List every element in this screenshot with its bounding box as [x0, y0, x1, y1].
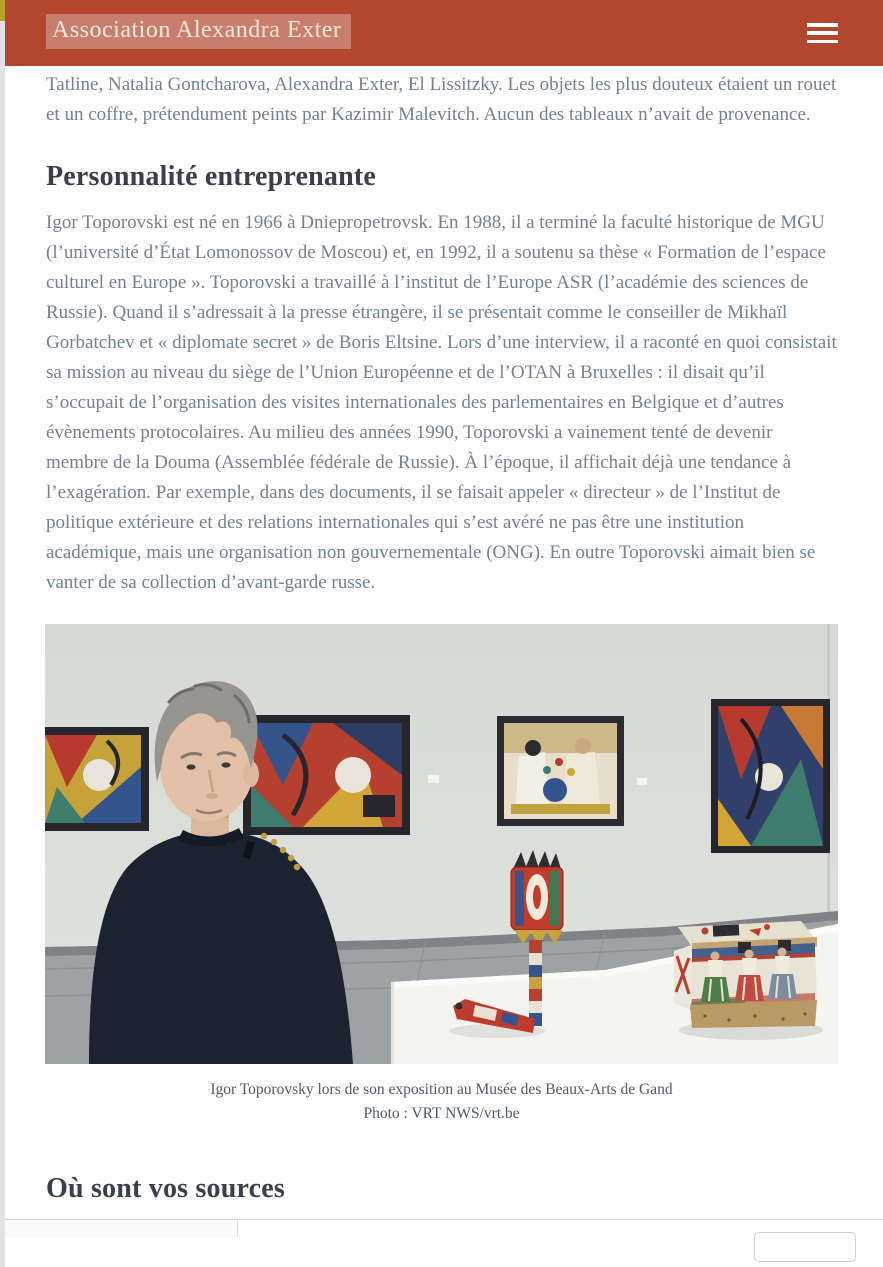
gallery-figure [45, 624, 838, 1126]
site-title-link[interactable]: Association Alexandra Exter [46, 14, 351, 49]
sources-search-box[interactable] [754, 1232, 856, 1262]
caption-line-1: Igor Toporovsky lors de son exposition au Musée des Beaux-Arts de Gand [210, 1081, 673, 1098]
caption-line-2: Photo : VRT NWS/vrt.be [363, 1105, 520, 1122]
section-heading-sources: Où sont vos sources [46, 1173, 285, 1204]
section-heading-personnalite: Personnalité entreprenante [46, 161, 377, 192]
intro-paragraph: Tatline, Natalia Gontcharova, Alexandra Exter, El Lissitzky. Les objets les plus douteux étaient un rouet et un coffre, prétendument peints par Kazimir Malevitch. Aucun des tableaux n’avait de provenance. [46, 74, 837, 125]
personnalite-paragraph: Igor Toporovski est né en 1966 à Dniepropetrovsk. En 1988, il a terminé la faculté historique de MGU (l’université d’État Lomonossov de Moscou) et, en 1992, il a soutenu sa thèse « Formation de l’espace culturel en Europe ». Toporovski a travaillé à l’institut de l’Europe ASR (l’académie des sciences de Russie). Quand il s’adressait à la presse étrangère, il se présentait comme le conseiller de Mikhaïl Gorbatchev et « diplomate secret » de Boris Eltsine. Lors d’une interview, il a raconté en quoi consistait sa mission au niveau du siège de l’Union Européenne et de l’OTAN à Bruxelles : il disait qu’il s’occupait de l’organisation des visites internationales des parlementaires en Belgique et d’autres évènements protocolaires. Au milieu des années 1990, Toporovski a vainement tenté de devenir membre de la Douma (Assemblée fédérale de Russie). À l’époque, il affichait déjà une tendance à l’exagération. Par exemple, dans des documents, il se faisait appeler « directeur » de l’Institut de politique extérieure et des relations internationales qui s’est avéré ne pas être une institution académique, mais une organisation non gouvernementale (ONG). En outre Toporovski aimait bien se vanter de sa collection d’avant-garde russe. [46, 212, 837, 593]
painting-right [711, 699, 830, 853]
article-content [46, 70, 837, 1236]
painting-centre [497, 716, 624, 826]
scroll-progress-fill [0, 0, 5, 21]
sources-table-controls [0, 1219, 883, 1236]
hamburger-icon [807, 23, 838, 27]
wall-label [428, 775, 439, 783]
scroll-progress-bar[interactable] [0, 0, 5, 1267]
wall-label [637, 778, 647, 785]
sources-table-left-cell [0, 1220, 238, 1237]
sources-table-right-cell [238, 1220, 883, 1236]
painting-centre-left [243, 715, 410, 835]
site-header [0, 0, 883, 66]
painted-chest [674, 921, 823, 1040]
hamburger-menu-button[interactable] [807, 21, 838, 45]
figure-caption [45, 1078, 838, 1126]
painting-left [45, 727, 149, 831]
gallery-photo [45, 624, 838, 1064]
